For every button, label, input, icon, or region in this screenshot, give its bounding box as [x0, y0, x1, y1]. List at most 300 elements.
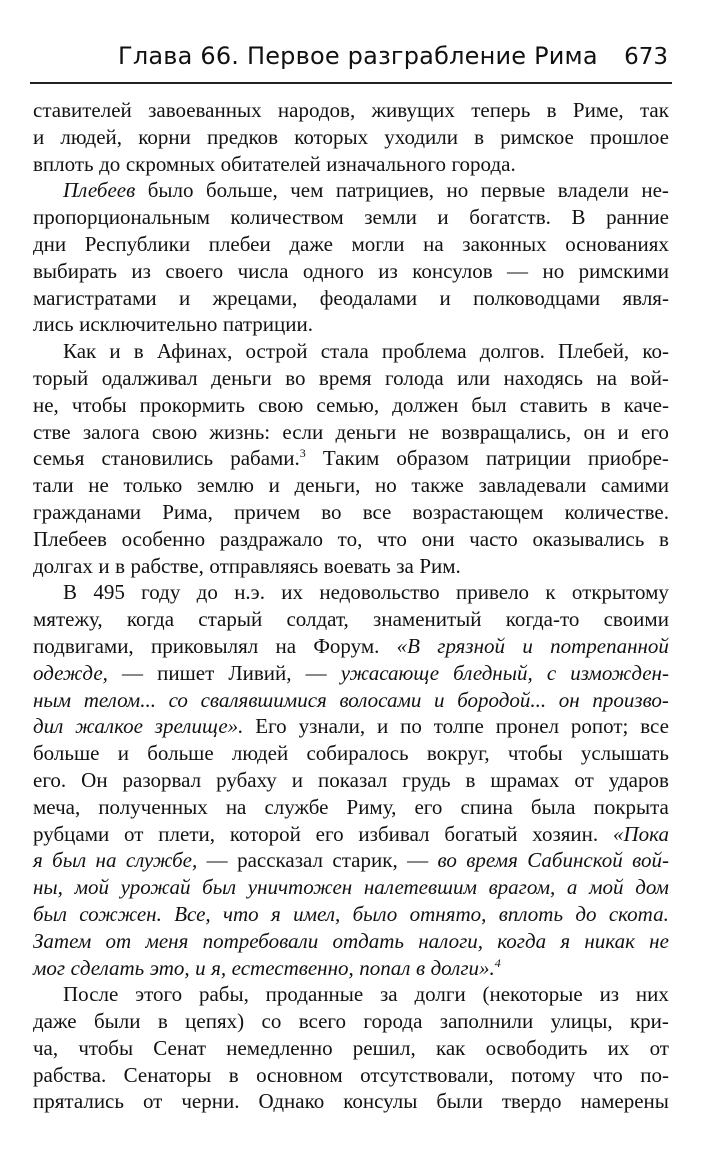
text-line [33, 472, 669, 499]
word: н.э. [234, 580, 265, 605]
word: был [202, 875, 237, 900]
text-line [33, 1062, 669, 1089]
word: долги».$^4$ [430, 955, 501, 980]
word: жалкое [75, 714, 143, 739]
word: сожжен. [79, 901, 162, 926]
word: дил [33, 714, 64, 739]
word: проблема [381, 339, 467, 364]
word: Как [63, 339, 97, 364]
word: вплоть [498, 901, 564, 926]
word: знаменитый [373, 607, 482, 632]
word: старый [198, 607, 263, 632]
word: привело [455, 580, 530, 605]
word: оказывались [532, 526, 645, 551]
word: в [115, 553, 125, 578]
word: и [109, 339, 121, 364]
word: это, [149, 955, 190, 980]
word: воевать [323, 553, 391, 578]
word: отдать [332, 928, 404, 953]
word: я, [211, 955, 227, 980]
word: выбирать [33, 258, 117, 283]
word: произво- [592, 687, 669, 712]
word: патриции [485, 446, 571, 471]
word: также [411, 473, 464, 498]
word: долгов. [479, 339, 545, 364]
word: что [376, 526, 407, 551]
word: (некоторые [482, 982, 583, 1007]
word: рабстве, [130, 553, 204, 578]
word: дни [33, 231, 67, 256]
body-text [33, 97, 669, 1115]
word: потрепанной [550, 633, 669, 658]
word: Ливий, [228, 660, 292, 685]
word: даже [289, 231, 333, 256]
word: от [124, 821, 144, 846]
word: римское [500, 124, 574, 149]
word: сделать [70, 955, 145, 980]
word: Сабинской [527, 848, 623, 873]
text-line [33, 955, 669, 982]
text-line [33, 660, 669, 687]
page-number: 673 [624, 44, 668, 70]
text-line [33, 151, 669, 178]
word: время [466, 848, 518, 873]
word: Затем [33, 928, 92, 953]
word: решил, [352, 1035, 416, 1060]
text-line [33, 928, 669, 955]
word: их [281, 580, 304, 605]
text-line [33, 1088, 669, 1115]
word: уходили [384, 124, 458, 149]
word: не, [33, 392, 59, 417]
word: и [195, 955, 206, 980]
word: «Пока [612, 821, 669, 846]
word: рабами.$^3$ [230, 446, 306, 471]
word: даже [33, 1009, 77, 1034]
word: Афинах, [156, 339, 233, 364]
word: города. [451, 151, 516, 176]
word: свалявшимися [200, 687, 327, 712]
word: не- [641, 178, 669, 203]
word: было [352, 901, 398, 926]
word: во [437, 848, 457, 873]
word: одалживал [101, 365, 198, 390]
word: них [635, 982, 669, 1007]
word: от [649, 1035, 669, 1060]
word: ставителей [33, 98, 132, 122]
word: как [435, 1035, 466, 1060]
word: Плебеев [63, 178, 136, 203]
word: одного [302, 258, 364, 283]
word: бледный, [453, 660, 533, 685]
word: за [380, 982, 398, 1007]
word: ударов [608, 767, 669, 792]
word: больше [147, 741, 214, 766]
word: со [261, 1009, 282, 1034]
word: меча, [33, 794, 81, 819]
word: ны, [33, 875, 63, 900]
word: во [321, 499, 342, 524]
word: Он [81, 767, 108, 792]
text-line [33, 258, 669, 285]
word: собиралось [306, 741, 409, 766]
word: патрициев, [335, 178, 435, 203]
word: — [305, 660, 327, 685]
word: время [318, 365, 372, 390]
word: долгах [33, 553, 93, 578]
word: естественно, [231, 955, 354, 980]
word: по [400, 714, 422, 739]
word: и [437, 205, 449, 230]
word: от [105, 928, 132, 953]
word: римскими [578, 258, 669, 283]
word: и [98, 553, 110, 578]
word: к [545, 580, 556, 605]
word: в [415, 955, 426, 980]
word: деньги [211, 365, 272, 390]
word: его. [33, 767, 67, 792]
word: был [52, 848, 87, 873]
word: мог [33, 955, 66, 980]
word: было [147, 178, 194, 203]
word: завладевали [478, 473, 587, 498]
text-line [33, 713, 669, 740]
word: скота. [608, 901, 669, 926]
word: чтобы [507, 741, 563, 766]
word: народов, [277, 98, 356, 122]
text-line [33, 285, 669, 312]
word: гражданами [33, 499, 142, 524]
word: врагом, [488, 875, 556, 900]
text-line [33, 633, 669, 660]
word: его [640, 419, 669, 444]
word: особенно [121, 526, 206, 551]
word: людей, [60, 124, 123, 149]
text-line [33, 767, 669, 794]
word: в [157, 1009, 168, 1034]
word: была [530, 794, 576, 819]
word: все [362, 499, 392, 524]
word: на [95, 848, 117, 873]
word: чем [290, 178, 324, 203]
text-line [33, 874, 669, 901]
word: вой- [632, 848, 669, 873]
text-line [33, 445, 669, 472]
word: отнято, [409, 901, 487, 926]
word: магистратами [33, 285, 157, 310]
word: грудь [402, 767, 451, 792]
word: семья [33, 446, 85, 471]
word: они [421, 526, 455, 551]
word: волосами [339, 687, 422, 712]
word: ко- [642, 339, 669, 364]
word: После [63, 982, 119, 1007]
word: полководцами [473, 285, 601, 310]
word: и [33, 124, 45, 149]
word: ча, [33, 1035, 59, 1060]
word: и [179, 285, 191, 310]
word: залога [82, 419, 140, 444]
word: дом [635, 875, 669, 900]
word: консулы [343, 1089, 418, 1114]
word: службе [264, 794, 329, 819]
word: ным [33, 687, 72, 712]
word: людей [231, 741, 289, 766]
word: по- [640, 1062, 669, 1087]
word: Плебей, [558, 339, 630, 364]
word: я [560, 928, 571, 953]
word: количеством [230, 205, 344, 230]
text-line [33, 124, 669, 151]
text-line [33, 606, 669, 633]
word: рабы, [198, 982, 249, 1007]
word: — [507, 258, 529, 283]
word: в [133, 339, 144, 364]
footnote-marker: 4 [494, 955, 501, 970]
word: пишет [157, 660, 215, 685]
word: но [374, 473, 397, 498]
word: основном [256, 1062, 343, 1087]
word: недовольство [319, 580, 440, 605]
word: и [291, 767, 304, 792]
word: но [542, 258, 565, 283]
word: феодалами [319, 285, 418, 310]
word: мой [589, 875, 624, 900]
word: в [474, 124, 485, 149]
word: имел, [293, 901, 341, 926]
word: только [123, 473, 183, 498]
word: мятежу, [33, 607, 103, 632]
word: — [407, 848, 429, 873]
text-line [33, 821, 669, 848]
word: налетевшим [363, 875, 477, 900]
text-line [33, 687, 669, 714]
word: бородой... [457, 687, 547, 712]
word: Риму, [346, 794, 397, 819]
word: и [617, 419, 629, 444]
word: земли [364, 205, 417, 230]
word: Рим. [419, 553, 461, 578]
word: Республики [84, 231, 191, 256]
word: его [414, 794, 443, 819]
word: Все, [174, 901, 211, 926]
word: улицы, [550, 1009, 613, 1034]
word: свою [151, 419, 198, 444]
word: его [315, 821, 344, 846]
word: стала [320, 339, 369, 364]
word: покрыта [593, 794, 669, 819]
word: этого [135, 982, 183, 1007]
word: когда [126, 607, 175, 632]
word: когда [497, 928, 547, 953]
word: показал [318, 767, 388, 792]
word: вплоть [33, 151, 94, 176]
word: со [168, 687, 188, 712]
word: корни [138, 124, 191, 149]
word: жизнь: [209, 419, 271, 444]
word: больше [33, 741, 100, 766]
word: явля- [622, 285, 669, 310]
word: а [566, 875, 578, 900]
word: от [142, 1089, 163, 1114]
word: не [649, 928, 669, 953]
word: пропорциональным [33, 205, 210, 230]
text-line [33, 365, 669, 392]
word: могли [351, 231, 405, 256]
text-line [33, 338, 669, 365]
word: Риме, [572, 98, 624, 122]
word: свою [258, 392, 304, 417]
word: раздражало [219, 526, 324, 551]
word: службе, [125, 848, 198, 873]
word: в [228, 1062, 239, 1087]
word: торый [33, 365, 89, 390]
word: предков [207, 124, 279, 149]
word: и [439, 285, 451, 310]
word: до [99, 151, 121, 176]
word: не [88, 473, 109, 498]
word: изможден- [570, 660, 669, 685]
word: приобре- [587, 446, 669, 471]
word: на [225, 794, 247, 819]
word: на [596, 365, 617, 390]
word: часто [469, 526, 518, 551]
word: вой- [630, 365, 669, 390]
word: возрастающем [412, 499, 544, 524]
word: что [592, 1062, 623, 1087]
word: тали [33, 473, 74, 498]
word: образом [396, 446, 469, 471]
text-line [33, 177, 669, 204]
word: прокормить [139, 392, 246, 417]
word: и [268, 473, 280, 498]
word: долги [414, 982, 466, 1007]
word: году [141, 580, 181, 605]
word: рабства. [33, 1062, 107, 1087]
word: законных [462, 231, 547, 256]
word: вокруг, [426, 741, 490, 766]
word: меня [145, 928, 189, 953]
word: основаниях [565, 231, 669, 256]
word: был [471, 392, 507, 417]
word: толпе [433, 714, 484, 739]
word: до [575, 901, 597, 926]
word: были [93, 1009, 141, 1034]
word: первые [480, 178, 546, 203]
word: солдат, [286, 607, 349, 632]
word: за [396, 553, 414, 578]
word: становились [101, 446, 214, 471]
word: ужасающе [340, 660, 440, 685]
word: твердо [501, 1089, 562, 1114]
text-line [33, 392, 669, 419]
word: ставить [519, 392, 588, 417]
word: консулов [412, 258, 493, 283]
word: если [282, 419, 324, 444]
text-line [33, 97, 669, 124]
word: я [271, 901, 281, 926]
word: прошлое [590, 124, 669, 149]
word: были [436, 1089, 483, 1114]
word: никак [584, 928, 635, 953]
word: Однако [258, 1089, 325, 1114]
word: не [408, 419, 430, 444]
word: в [546, 98, 557, 122]
word: завоеванных [148, 98, 262, 122]
word: В [571, 205, 586, 230]
text-line [33, 847, 669, 874]
word: землю [196, 473, 254, 498]
word: отсутствовали, [360, 1062, 494, 1087]
word: на [275, 633, 297, 658]
word: Форум. [313, 633, 380, 658]
word: возвращались, [441, 419, 572, 444]
word: уничтожен [247, 875, 353, 900]
word: но [446, 178, 469, 203]
word: владели [557, 178, 629, 203]
word: и [522, 633, 533, 658]
word: на [423, 231, 444, 256]
word: стве [33, 419, 71, 444]
word: шрамах [490, 767, 560, 792]
word: числа [237, 258, 289, 283]
word: деньги, [294, 473, 361, 498]
word: чтобы [71, 392, 127, 417]
word: теперь [471, 98, 531, 122]
word: семью, [316, 392, 380, 417]
word: хозяин. [532, 821, 599, 846]
word: черни. [181, 1089, 240, 1114]
word: цепях) [185, 1009, 245, 1034]
word: подвигами, [33, 633, 134, 658]
text-line [33, 740, 669, 767]
word: Сенат [153, 1035, 207, 1060]
word: грязной [437, 633, 506, 658]
footnote-marker: 3 [299, 446, 306, 461]
word: и [117, 741, 129, 766]
word: что [223, 901, 259, 926]
word: их [607, 1035, 630, 1060]
word: с [546, 660, 557, 685]
word: спина [460, 794, 513, 819]
word: Его [255, 714, 287, 739]
word: в [465, 767, 476, 792]
word: услышать [580, 741, 669, 766]
text-line [33, 204, 669, 231]
word: рубцами [33, 821, 110, 846]
word: попал [359, 955, 411, 980]
word: количестве. [564, 499, 669, 524]
word: чтобы [78, 1035, 134, 1060]
text-line [33, 794, 669, 821]
chapter-title: Глава 66. Первое разграбление Рима [118, 42, 598, 70]
word: телом... [83, 687, 156, 712]
word: полученных [98, 794, 208, 819]
word: из [378, 258, 398, 283]
word: жрецами, [212, 285, 298, 310]
word: изначального [326, 151, 446, 176]
word: В [63, 580, 78, 605]
word: обитателей [220, 151, 321, 176]
word: приковылял [150, 633, 259, 658]
word: богатый [444, 821, 518, 846]
word: — [122, 660, 143, 685]
running-header [30, 38, 672, 84]
word: пронел [495, 714, 560, 739]
word: — [206, 848, 228, 873]
word: в [658, 526, 669, 551]
word: во [285, 365, 306, 390]
